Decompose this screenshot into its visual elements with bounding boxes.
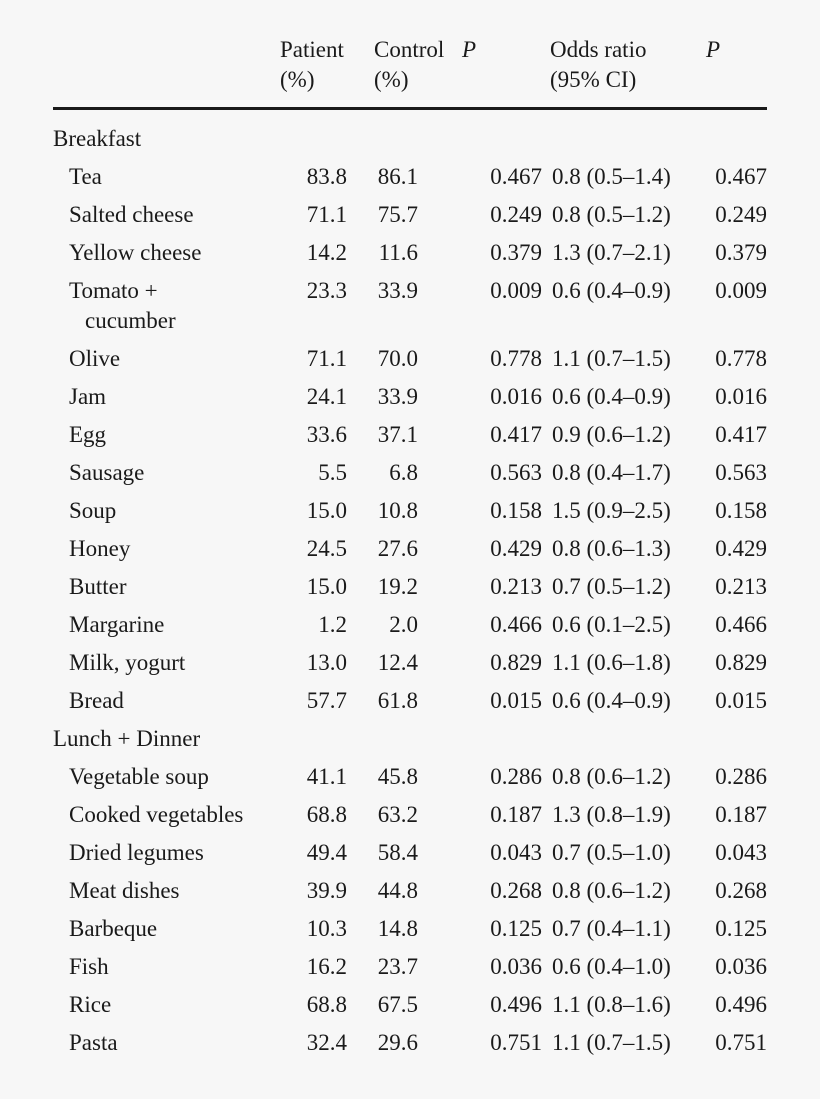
control-percent: 11.6 [378,240,418,265]
table-row [53,378,767,416]
p-value: 0.417 [490,422,542,447]
p-value: 0.268 [490,878,542,903]
food-item [53,568,280,606]
p-value: 0.466 [490,612,542,637]
table-row [53,454,767,492]
header-item [53,32,280,109]
p-value-2: 0.015 [715,688,767,713]
p-value-2: 0.125 [715,916,767,941]
patient-percent: 57.7 [306,688,347,713]
patient-percent: 15.0 [306,574,347,599]
food-item [53,158,280,196]
patient-percent: 68.8 [306,992,347,1017]
odds-ratio-ci: 0.8 (0.5–1.4) [552,164,671,189]
p-value: 0.036 [490,954,542,979]
control-percent: 14.8 [377,916,418,941]
section-row [53,720,767,758]
p-value: 0.009 [490,278,542,303]
p-value-2: 0.751 [715,1030,767,1055]
food-item [53,758,280,796]
food-item [53,492,280,530]
food-item [53,378,280,416]
patient-percent: 16.2 [306,954,347,979]
table-row [53,682,767,720]
odds-ratio-ci: 0.6 (0.4–0.9) [552,278,671,303]
patient-percent: 49.4 [306,840,347,865]
patient-percent: 39.9 [306,878,347,903]
table-row [53,234,767,272]
control-percent: 33.9 [377,384,418,409]
table-body [53,109,767,1063]
control-percent: 86.1 [377,164,418,189]
p-value: 0.379 [490,240,542,265]
patient-percent: 23.3 [306,278,347,303]
odds-ratio-ci: 0.6 (0.4–0.9) [552,688,671,713]
food-item [53,948,280,986]
table-row [53,948,767,986]
p-value-2: 0.286 [715,764,767,789]
patient-percent: 14.2 [306,240,347,265]
food-item-label: Yellow cheese [69,240,202,265]
food-item-label: Dried legumes [69,840,204,865]
table-row [53,796,767,834]
p-value-2: 0.417 [715,422,767,447]
patient-percent: 1.2 [318,612,347,637]
table-row [53,196,767,234]
odds-ratio-ci: 1.1 (0.7–1.5) [552,346,671,371]
p-value-2: 0.429 [715,536,767,561]
food-item [53,644,280,682]
control-percent: 58.4 [377,840,418,865]
patient-percent: 33.6 [306,422,347,447]
p-value-2: 0.009 [715,278,767,303]
p-value-2: 0.036 [715,954,767,979]
control-percent: 19.2 [377,574,418,599]
control-percent: 61.8 [377,688,418,713]
odds-ratio-ci: 0.8 (0.4–1.7) [552,460,671,485]
patient-percent: 41.1 [306,764,347,789]
p-value-2: 0.379 [715,240,767,265]
patient-percent: 15.0 [306,498,347,523]
control-percent: 29.6 [377,1030,418,1055]
odds-ratio-ci: 1.3 (0.7–2.1) [552,240,671,265]
odds-ratio-ci: 0.6 (0.4–0.9) [552,384,671,409]
odds-ratio-ci: 1.1 (0.6–1.8) [552,650,671,675]
table-row [53,340,767,378]
food-item [53,340,280,378]
food-item [53,834,280,872]
control-percent: 44.8 [377,878,418,903]
table-row [53,158,767,196]
p-value: 0.016 [490,384,542,409]
p-value: 0.249 [490,202,542,227]
control-percent: 75.7 [377,202,418,227]
control-percent: 45.8 [377,764,418,789]
odds-ratio-ci: 1.1 (0.8–1.6) [552,992,671,1017]
odds-ratio-ci: 0.7 (0.5–1.0) [552,840,671,865]
patient-percent: 13.0 [306,650,347,675]
control-percent: 67.5 [377,992,418,1017]
food-item-label: Meat dishes [69,878,180,903]
control-percent: 6.8 [389,460,418,485]
table-row [53,530,767,568]
p-value: 0.563 [490,460,542,485]
food-item-label: Fish [69,954,109,979]
p-value: 0.429 [490,536,542,561]
food-item [53,196,280,234]
food-item-label: Egg [69,422,107,447]
header-odds-ratio: Odds ratio (95% CI) [550,32,706,109]
odds-ratio-ci: 0.8 (0.6–1.3) [552,536,671,561]
food-consumption-table [53,32,767,1062]
food-item [53,530,280,568]
food-item [53,416,280,454]
food-item [53,454,280,492]
food-item-label: Salted cheese [69,202,194,227]
patient-percent: 5.5 [318,460,347,485]
control-percent: 10.8 [377,498,418,523]
table-row [53,986,767,1024]
food-item [53,796,280,834]
food-item-label: Tomato + [69,278,158,303]
food-item [53,1024,280,1062]
food-item-label: Pasta [69,1030,118,1055]
food-item [53,234,280,272]
odds-ratio-ci: 0.8 (0.6–1.2) [552,764,671,789]
food-item-label: Vegetable soup [69,764,209,789]
p-value: 0.286 [490,764,542,789]
food-item [53,682,280,720]
odds-ratio-ci: 0.6 (0.4–1.0) [552,954,671,979]
table-row [53,872,767,910]
table-row [53,606,767,644]
table-row [53,758,767,796]
odds-ratio-ci: 1.1 (0.7–1.5) [552,1030,671,1055]
food-item-label: Barbeque [69,916,158,941]
p-value-2: 0.187 [715,802,767,827]
p-value: 0.496 [490,992,542,1017]
header-p-value-2: P [706,32,767,109]
p-value-2: 0.016 [715,384,767,409]
food-item [53,986,280,1024]
patient-percent: 71.1 [306,346,347,371]
food-item-label: Rice [69,992,112,1017]
p-value-2: 0.563 [715,460,767,485]
odds-ratio-ci: 0.7 (0.5–1.2) [552,574,671,599]
control-percent: 37.1 [377,422,418,447]
p-value: 0.158 [490,498,542,523]
table-row [53,272,767,340]
food-item-label: Olive [69,346,121,371]
control-percent: 2.0 [389,612,418,637]
patient-percent: 71.1 [306,202,347,227]
patient-percent: 24.5 [306,536,347,561]
table-row [53,492,767,530]
p-value-2: 0.213 [715,574,767,599]
header-control: Control (%) [374,32,462,109]
p-value-2: 0.467 [715,164,767,189]
p-value-2: 0.496 [715,992,767,1017]
odds-ratio-ci: 0.6 (0.1–2.5) [552,612,671,637]
control-percent: 33.9 [377,278,418,303]
food-item-label: Soup [69,498,117,523]
odds-ratio-ci: 1.5 (0.9–2.5) [552,498,671,523]
food-item-label: Milk, yogurt [69,650,186,675]
odds-ratio-ci: 0.8 (0.5–1.2) [552,202,671,227]
p-value: 0.751 [490,1030,542,1055]
table-row [53,910,767,948]
p-value: 0.213 [490,574,542,599]
p-value-2: 0.829 [715,650,767,675]
table-row [53,416,767,454]
food-item [53,606,280,644]
section-row [53,109,767,159]
odds-ratio-ci: 0.9 (0.6–1.2) [552,422,671,447]
table-header [53,32,767,109]
odds-ratio-ci: 1.3 (0.8–1.9) [552,802,671,827]
table-row [53,568,767,606]
section-heading: Breakfast [53,126,142,151]
food-item-label: Margarine [69,612,165,637]
food-item [53,272,280,340]
control-percent: 12.4 [377,650,418,675]
food-item [53,872,280,910]
p-value: 0.778 [490,346,542,371]
table-row [53,644,767,682]
control-percent: 27.6 [377,536,418,561]
p-value: 0.015 [490,688,542,713]
food-item-label: Sausage [69,460,145,485]
p-value-2: 0.778 [715,346,767,371]
control-percent: 70.0 [377,346,418,371]
food-item-label: Butter [69,574,127,599]
section-heading: Lunch + Dinner [53,726,201,751]
p-value-2: 0.158 [715,498,767,523]
p-value: 0.829 [490,650,542,675]
food-item-label: Tea [69,164,102,189]
table-row [53,1024,767,1062]
patient-percent: 68.8 [306,802,347,827]
header-patient: Patient (%) [280,32,374,109]
food-item-label-continued: cucumber [85,308,176,333]
food-item-label: Honey [69,536,131,561]
odds-ratio-ci: 0.8 (0.6–1.2) [552,878,671,903]
p-value: 0.467 [490,164,542,189]
p-value: 0.187 [490,802,542,827]
food-item-label: Jam [69,384,107,409]
p-value: 0.043 [490,840,542,865]
patient-percent: 83.8 [306,164,347,189]
p-value: 0.125 [490,916,542,941]
patient-percent: 32.4 [306,1030,347,1055]
food-item-label: Bread [69,688,124,713]
patient-percent: 24.1 [306,384,347,409]
p-value-2: 0.043 [715,840,767,865]
control-percent: 23.7 [377,954,418,979]
food-item [53,910,280,948]
patient-percent: 10.3 [306,916,347,941]
control-percent: 63.2 [377,802,418,827]
p-value-2: 0.268 [715,878,767,903]
p-value-2: 0.249 [715,202,767,227]
p-value-2: 0.466 [715,612,767,637]
table-row [53,834,767,872]
food-item-label: Cooked vegetables [69,802,244,827]
odds-ratio-ci: 0.7 (0.4–1.1) [552,916,671,941]
header-p-value: P [462,32,550,109]
